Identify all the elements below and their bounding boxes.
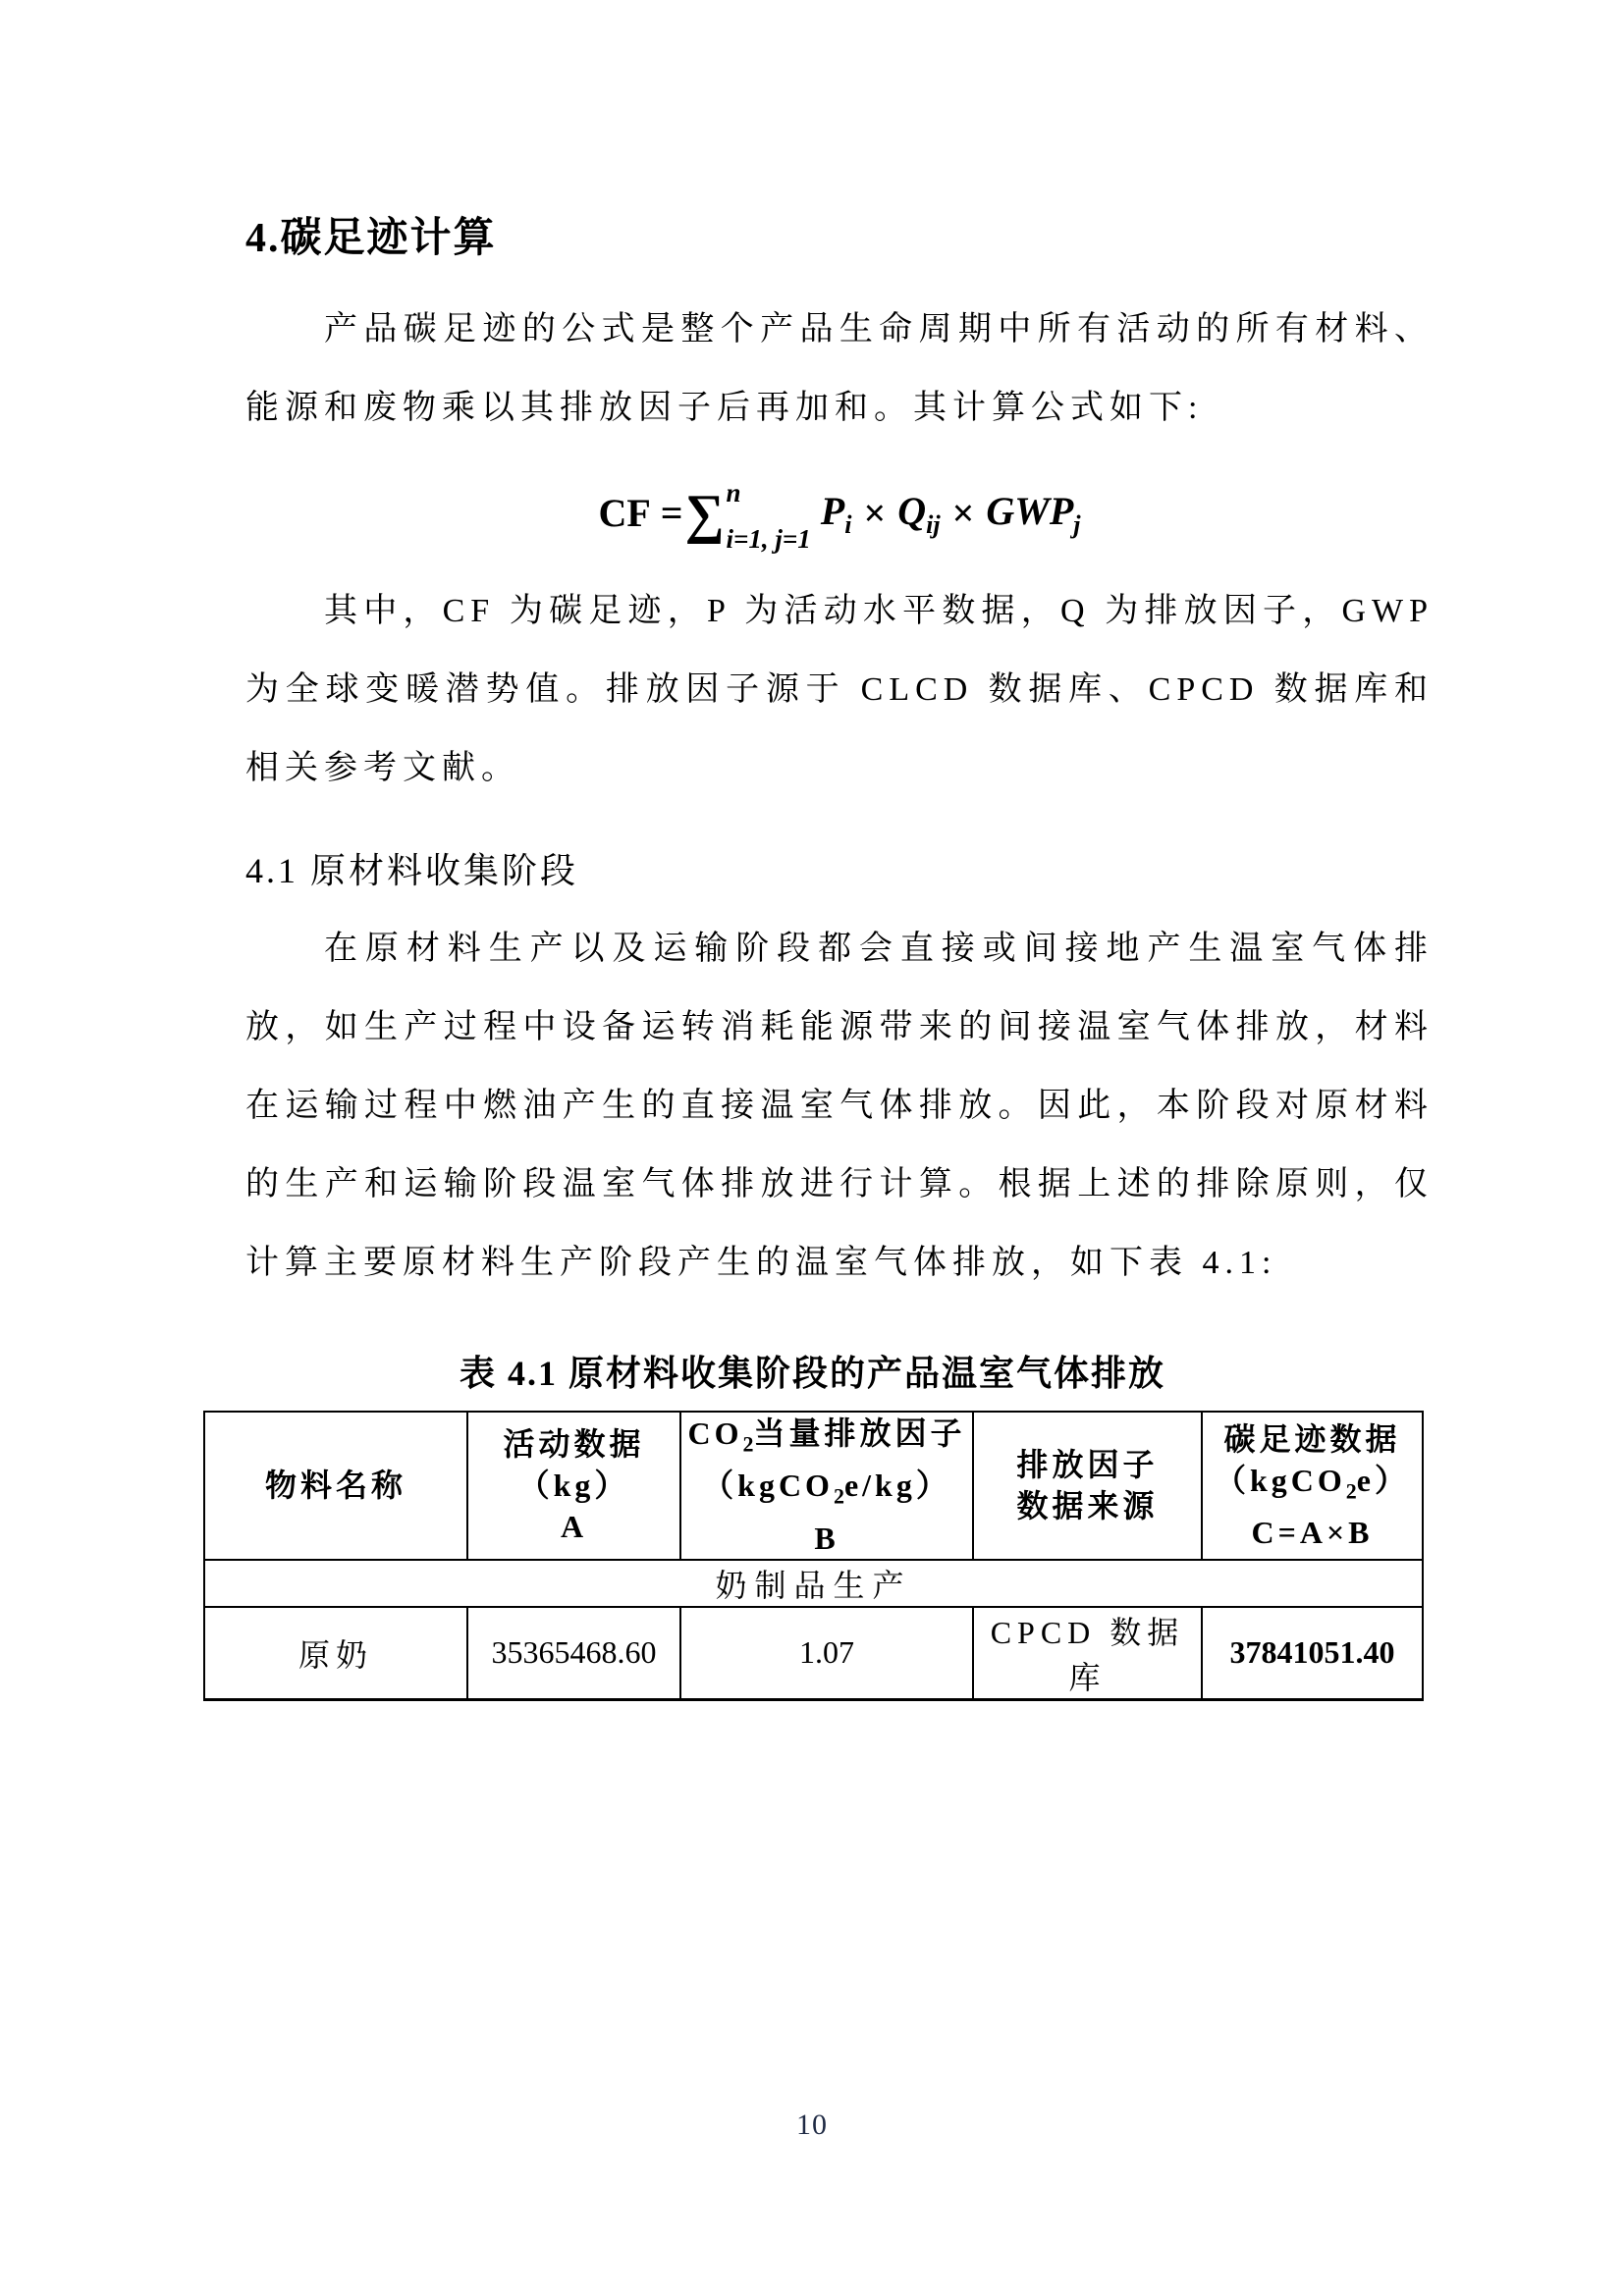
table-row <box>204 1607 1423 1700</box>
multiply-sign: × <box>951 490 975 535</box>
formula-term-gwp: $GWP_j$ <box>986 488 1081 539</box>
cell-emission-factor: 1.07 <box>680 1607 973 1700</box>
sigma-limits <box>727 480 811 553</box>
emissions-table <box>203 1411 1424 1701</box>
paragraph-raw-material: 在原材料生产以及运输阶段都会直接或间接地产生温室气体排放，如生产过程中设备运转消耗能源带来的间接温室气体排放，材料在运输过程中燃油产生的直接温室气体排放。因此，本阶段对原材料的生产和运输阶段温室气体排放进行计算。根据上述的排除原则，仅计算主要原材料生产阶段产生的温室气体排放，如下表 4.1: <box>245 931 1434 1281</box>
page-number: 10 <box>796 2109 828 2141</box>
carbon-footprint-formula <box>245 467 1434 558</box>
sigma-lower-limit: i=1, j=1 <box>726 524 811 554</box>
col-header-activity-data: 活动数据 （kg） A <box>467 1412 680 1560</box>
cell-carbon-footprint: 37841051.40 <box>1202 1607 1423 1700</box>
header-row <box>204 1412 1423 1560</box>
sigma-symbol: ∑ <box>684 484 725 545</box>
group-row-label: 奶制品生产 <box>204 1560 1423 1607</box>
paragraph-definitions: 其中，CF 为碳足迹，P 为活动水平数据，Q 为排放因子，GWP 为全球变暖潜势值。排放因子源于 CLCD 数据库、CPCD 数据库和相关参考文献。 <box>245 593 1434 786</box>
formula-term-q: $Q_{ij}$ <box>897 488 941 539</box>
multiply-sign: × <box>863 490 887 535</box>
cell-factor-source: CPCD 数据库 <box>973 1607 1202 1700</box>
col-header-carbon-footprint: 碳足迹数据 （kgCO$_2$e） C=A×B <box>1202 1412 1423 1560</box>
subsection-heading: 4.1 原材料收集阶段 <box>245 851 579 890</box>
cell-material-name: 原奶 <box>204 1607 467 1700</box>
col-header-material-name: 物料名称 <box>204 1412 467 1560</box>
subscript-2: 2 <box>833 1483 844 1509</box>
table-caption: 表 4.1 原材料收集阶段的产品温室气体排放 <box>459 1354 1165 1393</box>
subscript-2: 2 <box>742 1431 754 1457</box>
subscript-2: 2 <box>1345 1478 1357 1504</box>
cell-activity-data: 35365468.60 <box>467 1607 680 1700</box>
sigma-upper-limit: n <box>726 478 741 507</box>
formula-lhs: CF <box>598 490 651 535</box>
paragraph-intro: 产品碳足迹的公式是整个产品生命周期中所有活动的所有材料、能源和废物乘以其排放因子后再加和。其计算公式如下: <box>245 311 1434 426</box>
group-row <box>204 1560 1423 1607</box>
section-heading: 4.碳足迹计算 <box>245 216 497 261</box>
col-header-factor-source: 排放因子 数据来源 <box>973 1412 1202 1560</box>
equals-sign: = <box>660 490 683 535</box>
formula-term-p: $P_i$ <box>820 488 852 539</box>
col-header-emission-factor: $CO_2$当量排放因子 （kgCO$_2$e/kg） B <box>680 1412 973 1560</box>
